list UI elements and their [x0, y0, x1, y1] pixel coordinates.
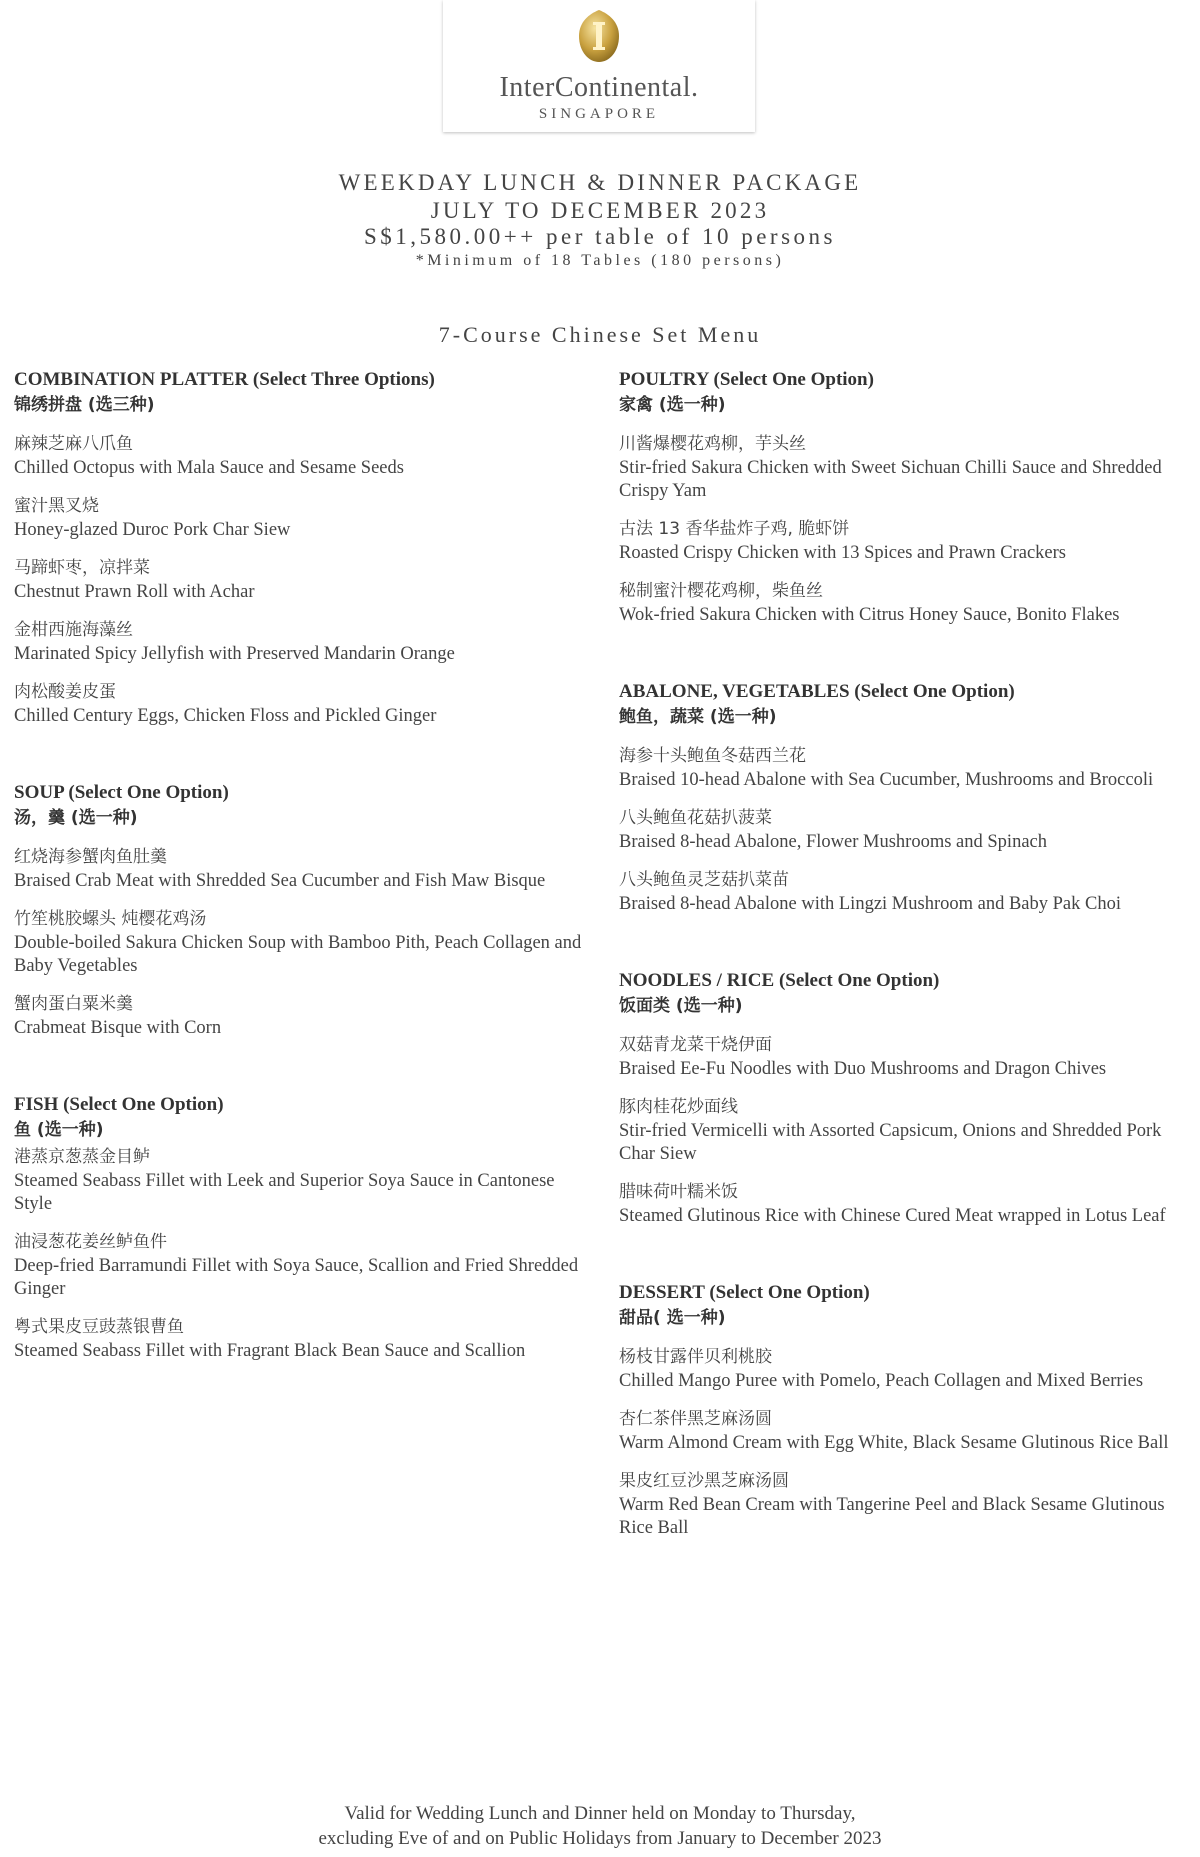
section-heading: POULTRY (Select One Option)	[619, 369, 874, 390]
menu-section	[619, 367, 1197, 627]
dish-name-english: Crabmeat Bisque with Corn	[14, 1018, 222, 1038]
menu-item	[619, 432, 1197, 503]
dish-name-english: Honey-glazed Duroc Pork Char Siew	[14, 520, 291, 540]
dish-name-english: Stir-fried Sakura Chicken with Sweet Sichuan Chilli Sauce and Shredded Crispy Yam	[619, 458, 1162, 501]
dish-name-chinese: 竹笙桃胶螺头 炖樱花鸡汤	[14, 909, 207, 929]
menu-item	[619, 1345, 1197, 1393]
menu-section	[619, 1280, 1197, 1540]
dish-name-chinese: 粤式果皮豆豉蒸银曹鱼	[14, 1317, 184, 1337]
menu-item	[14, 556, 594, 604]
menu-item	[14, 1315, 594, 1363]
dish-name-english: Chestnut Prawn Roll with Achar	[14, 582, 255, 602]
dish-name-chinese: 豚肉桂花炒面线	[619, 1097, 738, 1117]
dish-name-chinese: 双菇青龙菜干烧伊面	[619, 1035, 772, 1055]
dish-name-chinese: 蟹肉蛋白粟米羹	[14, 994, 133, 1014]
dish-name-english: Steamed Seabass Fillet with Fragrant Black Bean Sauce and Scallion	[14, 1341, 526, 1361]
menu-section	[619, 679, 1197, 916]
menu-column-right	[619, 367, 1197, 1540]
section-heading-chinese: 鱼 (选一种)	[14, 1120, 104, 1140]
package-price: S$1,580.00++ per table of 10 persons	[364, 224, 836, 249]
section-heading-chinese: 汤，羹 (选一种)	[14, 808, 138, 828]
dish-name-english: Braised 8-head Abalone, Flower Mushrooms and Spinach	[619, 832, 1047, 852]
dish-name-chinese: 腊味荷叶糯米饭	[619, 1182, 738, 1202]
menu-item	[619, 744, 1197, 792]
menu-item	[619, 1180, 1197, 1228]
crown-emblem-icon	[575, 8, 623, 64]
package-title: WEEKDAY LUNCH & DINNER PACKAGE	[338, 170, 862, 195]
menu-item	[14, 907, 594, 978]
menu-item	[619, 1095, 1197, 1166]
dish-name-english: Steamed Glutinous Rice with Chinese Cured Meat wrapped in Lotus Leaf	[619, 1206, 1166, 1226]
section-heading: COMBINATION PLATTER (Select Three Options)	[14, 369, 435, 390]
menu-item	[619, 579, 1197, 627]
section-heading-chinese: 饭面类 (选一种)	[619, 996, 743, 1016]
dish-name-chinese: 海参十头鲍鱼冬菇西兰花	[619, 746, 806, 766]
dish-name-english: Warm Almond Cream with Egg White, Black Sesame Glutinous Rice Ball	[619, 1433, 1169, 1453]
dish-name-chinese: 川酱爆樱花鸡柳，芋头丝	[619, 434, 806, 454]
dish-name-english: Wok-fried Sakura Chicken with Citrus Honey Sauce, Bonito Flakes	[619, 605, 1120, 625]
menu-section	[619, 968, 1197, 1228]
menu-item	[14, 1145, 594, 1216]
menu-section	[14, 367, 594, 728]
menu-item	[619, 1407, 1197, 1455]
menu-item	[14, 845, 594, 893]
menu-item	[14, 680, 594, 728]
dish-name-english: Stir-fried Vermicelli with Assorted Capsicum, Onions and Shredded Pork Char Siew	[619, 1121, 1162, 1164]
dish-name-english: Braised Ee-Fu Noodles with Duo Mushrooms and Dragon Chives	[619, 1059, 1107, 1079]
dish-name-english: Braised 8-head Abalone with Lingzi Mushroom and Baby Pak Choi	[619, 894, 1121, 914]
menu-section	[14, 1092, 594, 1363]
section-heading-chinese: 甜品( 选一种)	[619, 1308, 726, 1328]
hotel-name: InterContinental.	[499, 72, 699, 103]
dish-name-chinese: 港蒸京葱蒸金目鲈	[14, 1147, 150, 1167]
section-heading-chinese: 家禽 (选一种)	[619, 395, 726, 415]
dish-name-english: Double-boiled Sakura Chicken Soup with Bamboo Pith, Peach Collagen and Baby Vegetables	[14, 933, 582, 976]
dish-name-chinese: 秘制蜜汁樱花鸡柳，柴鱼丝	[619, 581, 823, 601]
dish-name-english: Marinated Spicy Jellyfish with Preserved Mandarin Orange	[14, 644, 455, 664]
dish-name-chinese: 杏仁茶伴黑芝麻汤圆	[619, 1409, 772, 1429]
menu-item	[619, 806, 1197, 854]
dish-name-chinese: 古法 13 香华盐炸子鸡, 脆虾饼	[619, 519, 850, 539]
menu-item	[619, 1469, 1197, 1540]
menu-section	[14, 780, 594, 1040]
dish-name-chinese: 马蹄虾枣，凉拌菜	[14, 558, 150, 578]
section-heading-chinese: 锦绣拼盘 (选三种)	[14, 395, 155, 415]
menu-item	[14, 1230, 594, 1301]
hotel-logo	[443, 0, 755, 132]
menu-column-left	[14, 367, 594, 1363]
dish-name-english: Braised 10-head Abalone with Sea Cucumber, Mushrooms and Broccoli	[619, 770, 1154, 790]
package-dates: JULY TO DECEMBER 2023	[430, 198, 770, 223]
dish-name-chinese: 蜜汁黑叉烧	[14, 496, 99, 516]
validity-line-2: excluding Eve of and on Public Holidays from January to December 2023	[318, 1828, 882, 1849]
dish-name-english: Chilled Mango Puree with Pomelo, Peach Collagen and Mixed Berries	[619, 1371, 1144, 1391]
section-heading: DESSERT (Select One Option)	[619, 1282, 870, 1303]
dish-name-english: Chilled Century Eggs, Chicken Floss and Pickled Ginger	[14, 706, 437, 726]
menu-item	[14, 432, 594, 480]
hotel-city: SINGAPORE	[538, 106, 660, 122]
menu-item	[619, 1033, 1197, 1081]
dish-name-chinese: 杨枝甘露伴贝利桃胶	[619, 1347, 772, 1367]
dish-name-english: Braised Crab Meat with Shredded Sea Cucumber and Fish Maw Bisque	[14, 871, 546, 891]
dish-name-chinese: 果皮红豆沙黑芝麻汤圆	[619, 1471, 789, 1491]
dish-name-english: Warm Red Bean Cream with Tangerine Peel and Black Sesame Glutinous Rice Ball	[619, 1495, 1165, 1538]
dish-name-chinese: 八头鲍鱼花菇扒菠菜	[619, 808, 772, 828]
dish-name-english: Chilled Octopus with Mala Sauce and Sesame Seeds	[14, 458, 404, 478]
section-heading: FISH (Select One Option)	[14, 1094, 224, 1115]
validity-footer	[0, 1801, 1200, 1851]
menu-item	[14, 992, 594, 1040]
dish-name-chinese: 金柑西施海藻丝	[14, 620, 133, 640]
section-heading: NOODLES / RICE (Select One Option)	[619, 970, 940, 991]
menu-item	[619, 517, 1197, 565]
section-heading: SOUP (Select One Option)	[14, 782, 229, 803]
dish-name-chinese: 油浸葱花姜丝鲈鱼件	[14, 1232, 167, 1252]
menu-item	[14, 618, 594, 666]
dish-name-chinese: 麻辣芝麻八爪鱼	[14, 434, 133, 454]
menu-item	[619, 868, 1197, 916]
dish-name-english: Roasted Crispy Chicken with 13 Spices and Prawn Crackers	[619, 543, 1067, 563]
section-heading-chinese: 鲍鱼，蔬菜 (选一种)	[619, 707, 777, 727]
dish-name-english: Deep-fried Barramundi Fillet with Soya Sauce, Scallion and Fried Shredded Ginger	[14, 1256, 579, 1299]
minimum-tables-note: *Minimum of 18 Tables (180 persons)	[415, 252, 785, 269]
section-heading: ABALONE, VEGETABLES (Select One Option)	[619, 681, 1015, 702]
dish-name-chinese: 红烧海参蟹肉鱼肚羹	[14, 847, 167, 867]
dish-name-chinese: 肉松酸姜皮蛋	[14, 682, 116, 702]
menu-item	[14, 494, 594, 542]
menu-title: 7-Course Chinese Set Menu	[438, 322, 762, 347]
validity-line-1: Valid for Wedding Lunch and Dinner held on Monday to Thursday,	[344, 1803, 856, 1824]
dish-name-english: Steamed Seabass Fillet with Leek and Superior Soya Sauce in Cantonese Style	[14, 1171, 555, 1214]
dish-name-chinese: 八头鲍鱼灵芝菇扒菜苗	[619, 870, 789, 890]
